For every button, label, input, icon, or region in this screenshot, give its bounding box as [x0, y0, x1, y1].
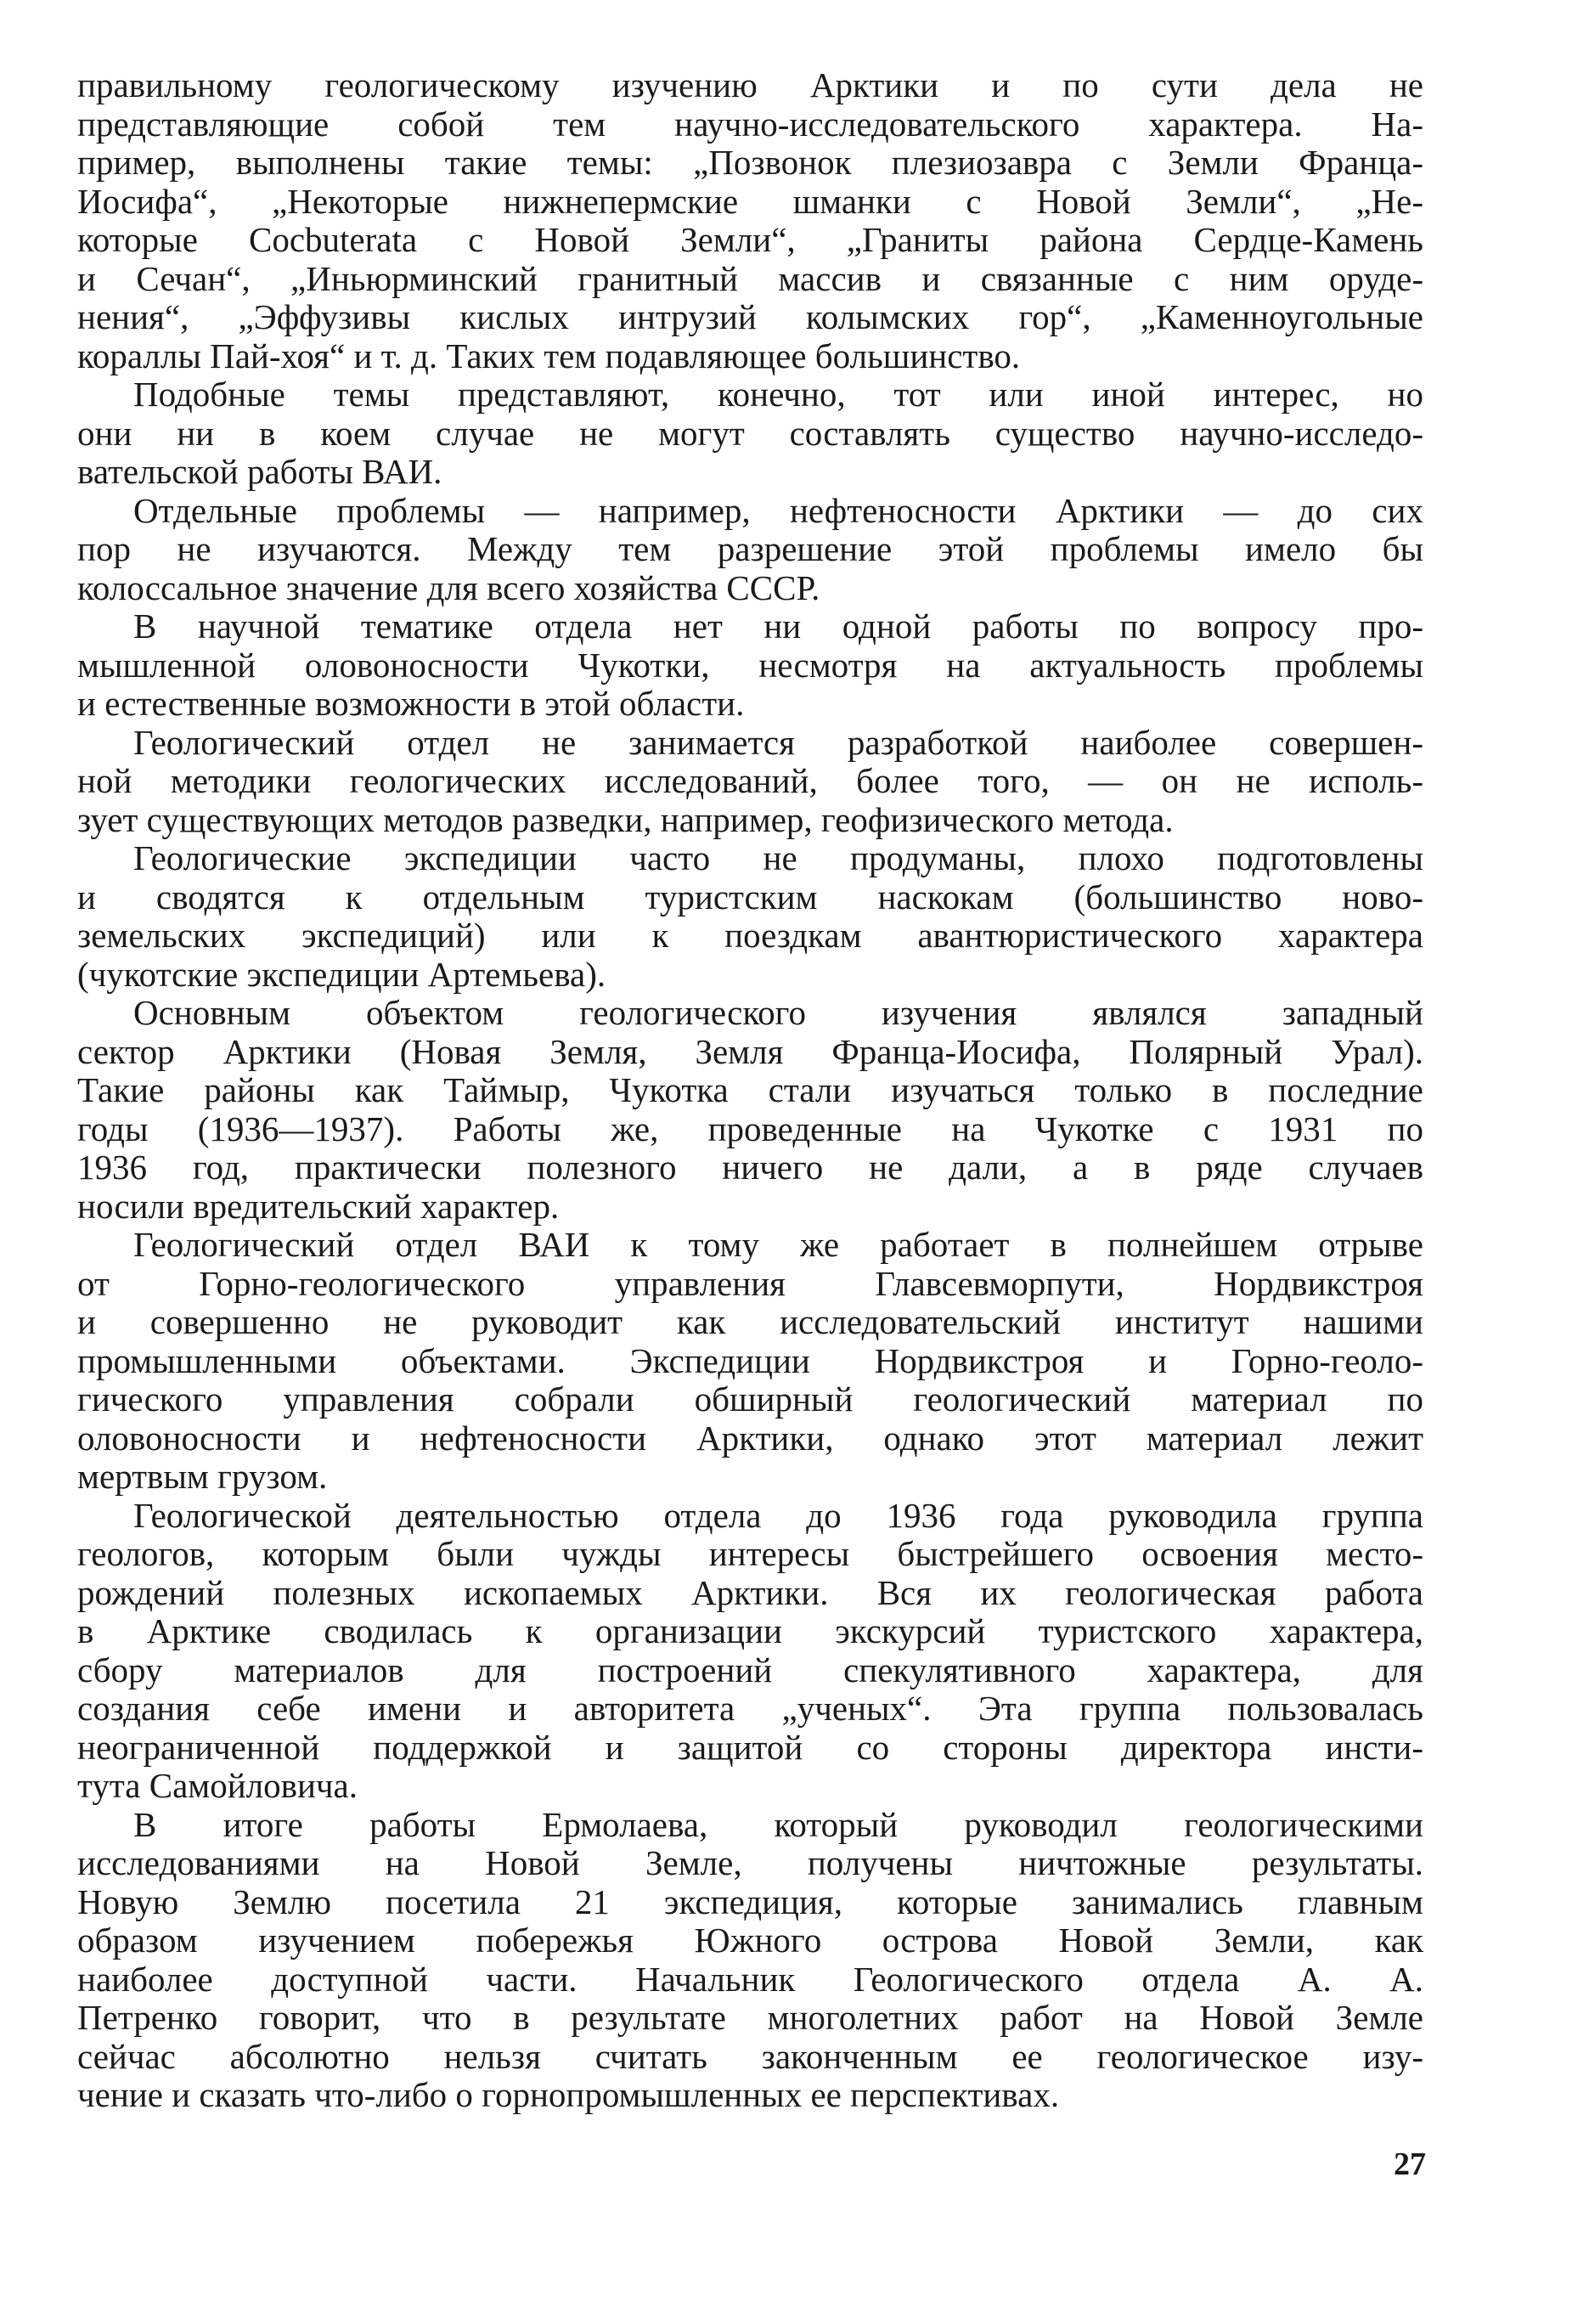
text-line: правильному геологическому изучению Арктики и по сути дела не: [77, 65, 1423, 104]
paragraph: [77, 1497, 1423, 1806]
text-line: Такие районы как Таймыр, Чукотка стали изучаться только в последние: [77, 1070, 1423, 1109]
text-line: годы (1936—1937). Работы же, проведенные на Чукотке с 1931 по: [77, 1108, 1423, 1148]
text-line: рождений полезных ископаемых Арктики. Вся их геологическая работа: [77, 1572, 1423, 1612]
text-line: мертвым грузом.: [77, 1457, 328, 1496]
text-line: Отдельные проблемы — например, нефтеносности Арктики — до сих: [133, 490, 1423, 530]
text-line: Геологической деятельностью отдела до 1936 года руководила группа: [133, 1495, 1423, 1535]
text-line: носили вредительский характер.: [77, 1186, 560, 1226]
text-line: Иосифа“, „Некоторые нижнепермские шманки с Новой Земли“, „Не-: [77, 181, 1423, 221]
text-line: Геологические экспедиции часто не продуманы, плохо подготовлены: [133, 838, 1423, 877]
text-line: мышленной оловоносности Чукотки, несмотря на актуальность проблемы: [77, 645, 1423, 685]
paragraph: [77, 492, 1423, 608]
text-line: и естественные возможности в этой области.: [77, 684, 745, 723]
text-line: и Сечан“, „Иньюрминский гранитный массив и связанные с ним оруде-: [77, 258, 1423, 298]
text-line: Подобные темы представляют, конечно, тот или иной интерес, но: [133, 375, 1423, 414]
text-line: создания себе имени и авторитета „ученых“. Эта группа пользовалась: [77, 1689, 1423, 1728]
text-line: промышленными объектами. Экспедиции Нордвикстроя и Горно-геоло-: [77, 1340, 1423, 1380]
paragraph: [77, 375, 1423, 492]
text-line: исследованиями на Новой Земле, получены ничтожные результаты.: [77, 1843, 1423, 1882]
text-line: они ни в коем случае не могут составлять существо научно-исследо-: [77, 413, 1423, 453]
paragraph: [77, 724, 1423, 840]
text-line: пример, выполнены такие темы: „Позвонок плезиозавра с Земли Франца-: [77, 143, 1423, 182]
text-line: зует существующих методов разведки, например, геофизического метода.: [77, 799, 1174, 839]
text-line: геологов, которым были чужды интересы быстрейшего освоения место-: [77, 1534, 1423, 1573]
text-line: гического управления собрали обширный геологический материал по: [77, 1379, 1423, 1419]
text-line: вательской работы ВАИ.: [77, 452, 442, 491]
text-line: сбору материалов для построений спекулятивного характера, для: [77, 1650, 1423, 1689]
text-line: кораллы Пай-хоя“ и т. д. Таких тем подавляющее большинство.: [77, 336, 1021, 375]
page-body-text: [77, 66, 1423, 2115]
text-line: и совершенно не руководит как исследовательский институт нашими: [77, 1302, 1423, 1341]
text-line: нения“, „Эффузивы кислых интрузий колымских гор“, „Каменноугольные: [77, 297, 1423, 336]
text-line: в Арктике сводилась к организации экскурсий туристского характера,: [77, 1611, 1423, 1650]
text-line: чение и сказать что-либо о горнопромышленных ее перспективах.: [77, 2075, 1060, 2114]
text-line: Новую Землю посетила 21 экспедиция, которые занимались главным: [77, 1881, 1423, 1921]
text-line: земельских экспедиций) или к поездкам авантюристического характера: [77, 916, 1423, 955]
text-line: Геологический отдел не занимается разработкой наиболее совершен-: [133, 722, 1423, 762]
page-number: 27: [1394, 2146, 1426, 2182]
text-line: сейчас абсолютно нельзя считать законченным ее геологическое изу-: [77, 2036, 1423, 2076]
paragraph: [77, 994, 1423, 1226]
text-line: В итоге работы Ермолаева, который руководил геологическими: [133, 1804, 1423, 1844]
text-line: ной методики геологических исследований, более того, — он не исполь-: [77, 761, 1423, 800]
text-line: В научной тематике отдела нет ни одной работы по вопросу про-: [133, 606, 1423, 646]
text-line: сектор Арктики (Новая Земля, Земля Франца-Иосифа, Полярный Урал).: [77, 1031, 1423, 1071]
text-line: оловоносности и нефтеносности Арктики, однако этот материал лежит: [77, 1418, 1423, 1458]
text-line: наиболее доступной части. Начальник Геологического отдела А. А.: [77, 1959, 1423, 1999]
text-line: Геологический отдел ВАИ к тому же работает в полнейшем отрыве: [133, 1225, 1423, 1264]
text-line: Петренко говорит, что в результате многолетних работ на Новой Земле: [77, 1998, 1423, 2037]
text-line: неограниченной поддержкой и защитой со стороны директора инсти-: [77, 1727, 1423, 1767]
text-line: представляющие собой тем научно-исследовательского характера. На-: [77, 104, 1423, 144]
text-line: 1936 год, практически полезного ничего не дали, а в ряде случаев: [77, 1148, 1423, 1187]
paragraph: [77, 1806, 1423, 2115]
text-line: колоссальное значение для всего хозяйства СССР.: [77, 567, 820, 607]
paragraph: [77, 607, 1423, 724]
text-line: Основным объектом геологического изучения являлся западный: [133, 993, 1423, 1032]
text-line: образом изучением побережья Южного острова Новой Земли, как: [77, 1921, 1423, 1960]
text-line: от Горно-геологического управления Главсевморпути, Нордвикстроя: [77, 1263, 1423, 1303]
paragraph: [77, 66, 1423, 375]
text-line: которые Cocbuterata с Новой Земли“, „Граниты района Сердце-Камень: [77, 220, 1423, 259]
text-line: (чукотские экспедиции Артемьева).: [77, 954, 606, 994]
text-line: тута Самойловича.: [77, 1766, 358, 1805]
text-line: пор не изучаются. Между тем разрешение этой проблемы имело бы: [77, 529, 1423, 568]
paragraph: [77, 839, 1423, 994]
text-line: и сводятся к отдельным туристским наскокам (большинство ново-: [77, 877, 1423, 917]
paragraph: [77, 1226, 1423, 1497]
